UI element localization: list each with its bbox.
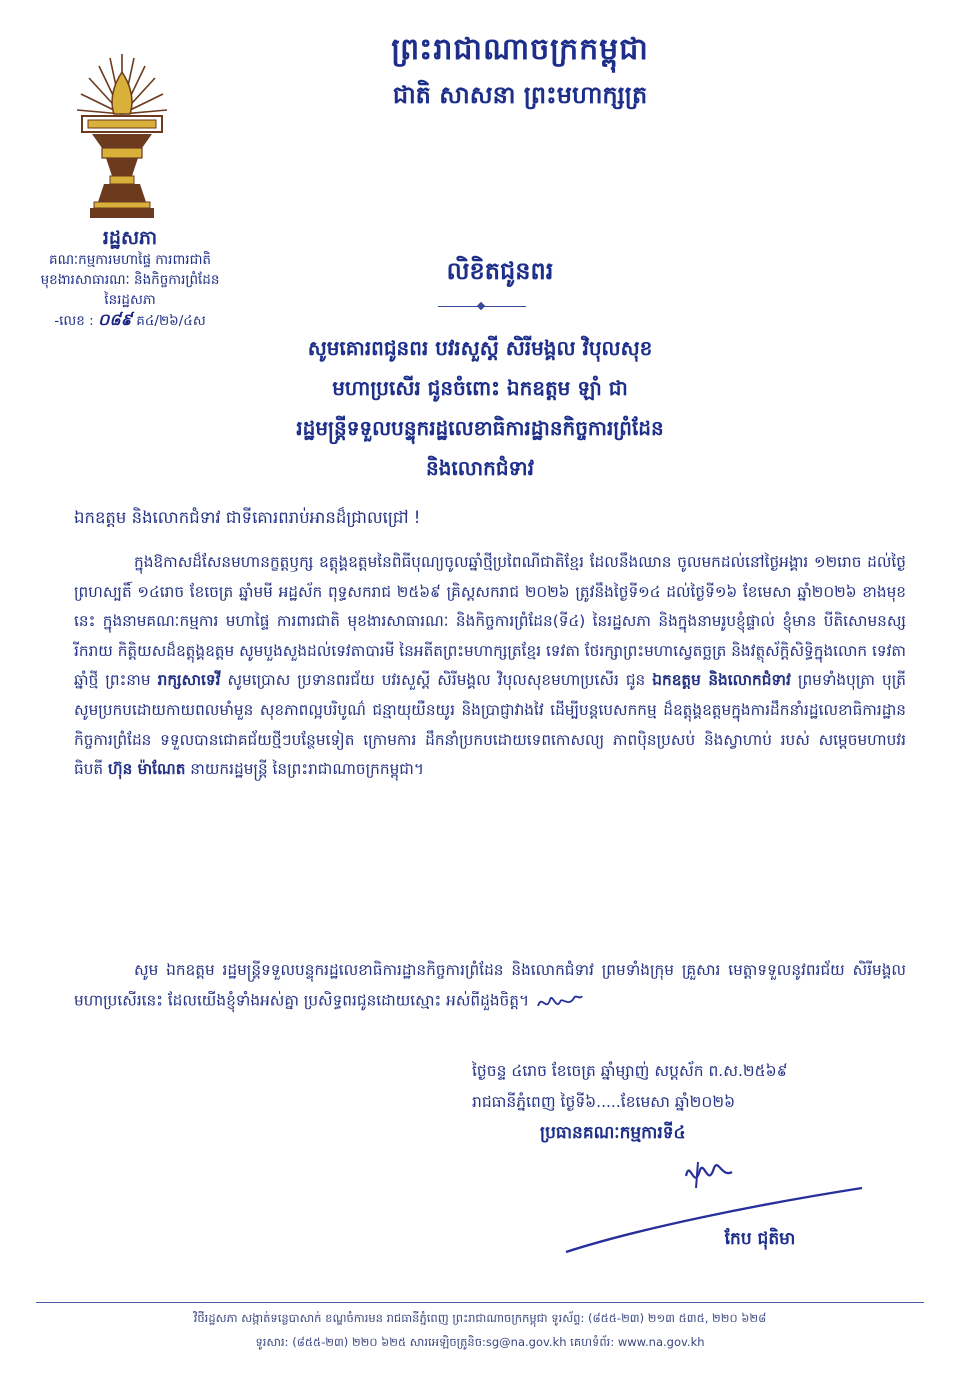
body-paragraph-1 bbox=[74, 548, 906, 785]
signatory-title: ប្រធានគណៈកម្មការទី៤ bbox=[540, 1123, 686, 1143]
p1-text-c: ព្រមទាំងបុត្រា បុត្រី សូមប្រកបដោយកាយពលមាំមួន សុខភាពល្អបរិបូណ៌ ជន្មាយុយឺនយូរ និងប្រាជ្ញាវាងវៃ ដើម្បីបន្តបេសកកម្ម ដ៏ឧត្តុង្គឧត្តមក្នុងការដឹកនាំរដ្ឋលេខាធិការដ្ឋានកិច្ចការព្រំដែន ទទួលបានជោគជ័យថ្មីៗបន្ថែមទៀត ក្រោមការ ដឹកនាំប្រកបដោយទេពកោសល្យ ភាពប៉ិនប្រសប់ និងស្វាហាប់ របស់ សម្តេចមហាបវរធិបតី bbox=[74, 671, 906, 779]
body-paragraph-2 bbox=[74, 956, 906, 1016]
ref-suffix: គ៤/២៦/៤ស bbox=[136, 313, 206, 329]
salutation: ឯកឧត្តម និងលោកជំទាវ ជាទីគោរពរាប់អានដ៏ជ្រាលជ្រៅ ! bbox=[74, 508, 421, 527]
commission-line-2: មុខងារសាធារណៈ និងកិច្ចការព្រំដែន bbox=[40, 272, 220, 288]
date-block bbox=[472, 1056, 912, 1149]
place-date-prefix: រាជធានីភ្នំពេញ ថ្ងៃទី bbox=[472, 1093, 586, 1111]
initials-mark-icon bbox=[534, 986, 584, 1016]
place-date: រាជធានីភ្នំពេញ ថ្ងៃទី៦.....ខែមេសា ឆ្នាំ២០២៦ bbox=[472, 1093, 736, 1111]
p1-text-a: ក្នុងឱកាសដ៏សែនមហានក្ខត្តឫក្ស ឧត្តុង្គឧត្តមនៃពិធីបុណ្យចូលឆ្នាំថ្មីប្រពៃណីជាតិខ្មែរ ដែលនឹងឈាន ចូលមកដល់នៅថ្ងៃអង្គារ ១២រោច ដល់ថ្ងៃព្រហស្បតិ៍ ១៤រោច ខែចេត្រ ឆ្នាំមមី អដ្ឋស័ក ពុទ្ធសករាជ ២៥៦៩ គ្រិស្តសករាជ ២០២៦ ត្រូវនឹងថ្ងៃទី១៤ ដល់ថ្ងៃទី១៦ ខែមេសា ឆ្នាំ២០២៦ ខាងមុខនេះ ក្នុងនាមគណៈកម្មការ មហាផ្ទៃ ការពារជាតិ មុខងារសាធារណៈ និងកិច្ចការព្រំដែន(ទី៤) នៃរដ្ឋសភា និងក្នុងនាមរូបខ្ញុំផ្ទាល់ ខ្ញុំមាន បីតិសោមនស្សរីករាយ កិត្តិយសដ៏ឧត្តុង្គឧត្តម សូមបួងសួងដល់ទេវតាបារមី នៃអតីតព្រះមហាក្សត្រខ្មែរ ទេវតា ថែរក្សាព្រះមហាស្វេតច្ឆត្រ និងវត្ថុស័ក្តិសិទ្ធិក្នុងលោក ទេវតាឆ្នាំថ្មី ព្រះនាម bbox=[74, 553, 906, 690]
kingdom-heading: ព្រះរាជាណាចក្រកម្ពុជា bbox=[391, 32, 649, 67]
lunar-date: ថ្ងៃចន្ទ ៤រោច ខែចេត្រ ឆ្នាំម្សាញ់ សប្តស័ក ព.ស.២៥៦៩ bbox=[472, 1062, 788, 1080]
national-motto: ជាតិ សាសនា ព្រះមហាក្សត្រ bbox=[392, 81, 648, 109]
wish-line-3: រដ្ឋមន្ត្រីទទួលបន្ទុករដ្ឋលេខាធិការដ្ឋានកិច្ចការព្រំដែន bbox=[296, 416, 664, 440]
ref-number: ០៨៩ bbox=[98, 310, 132, 329]
commission-line-3: នៃរដ្ឋសភា bbox=[104, 292, 156, 308]
date-day: ៦ bbox=[585, 1093, 597, 1111]
wish-line-2: មហាប្រសើរ ជូនចំពោះ ឯកឧត្តម ឡាំ ជា bbox=[332, 376, 628, 400]
issuer-block bbox=[20, 228, 240, 331]
issuer-org: រដ្ឋសភា bbox=[102, 227, 158, 249]
p2-text: សូម ឯកឧត្តម រដ្ឋមន្ត្រីទទួលបន្ទុករដ្ឋលេខាធិការដ្ឋានកិច្ចការព្រំដែន និងលោកជំទាវ ព្រមទាំងក្រុម គ្រួសារ មេត្តាទទួលនូវពរជ័យ សិរីមង្គលមហាប្រសើរនេះ ដែលយើងខ្ញុំទាំងអស់គ្នា ប្រសិទ្ធពរជូនដោយស្មោះ អស់ពីដួងចិត្ត។ bbox=[74, 961, 906, 1010]
place-date-month: ខែមេសា ឆ្នាំ២០២៦ bbox=[620, 1093, 736, 1111]
wish-heading bbox=[170, 328, 790, 488]
excellency-title: ឯកឧត្តម និងលោកជំទាវ bbox=[652, 671, 791, 690]
footer-address: វិថីរដ្ឋសភា សង្កាត់ទន្លេបាសាក់ ខណ្ឌចំការមន រាជធានីភ្នំពេញ ព្រះរាជាណាចក្រកម្ពុជា ទូរស័ព្ទ: (៨៥៥-២៣) ២១៣ ៥៣៥, ២២០ ៦២៨ bbox=[193, 1311, 767, 1325]
wish-line-4: និងលោកជំទាវ bbox=[426, 456, 534, 480]
p1-text-b: សូមប្រោស ប្រទានពរជ័យ បវរសួស្តី សិរីមង្គល វិបុលសុខមហាប្រសើរ ជូន bbox=[227, 671, 646, 690]
prime-minister-name: ហ៊ុន ម៉ាណែត bbox=[108, 760, 186, 779]
document-title: លិខិតជូនពរ bbox=[446, 257, 554, 285]
title-divider bbox=[438, 306, 526, 307]
ref-prefix: -លេខ : bbox=[54, 313, 94, 329]
wish-line-1: សូមគោរពជូនពរ បវរសួស្តី សិរីមង្គល វិបុលសុខ bbox=[307, 336, 653, 360]
commission-line-1: គណៈកម្មការមហាផ្ទៃ ការពារជាតិ bbox=[49, 252, 211, 268]
national-assembly-emblem-icon bbox=[72, 52, 172, 222]
footer-contact: ទូរសារ: (៨៥៥-២៣) ២២០ ៦២៥ សារអេឡិចត្រូនិច:sg@na.gov.kh គេហទំព័រ: www.na.gov.kh bbox=[255, 1335, 705, 1349]
deity-name: រាក្សសាទេវី bbox=[157, 671, 221, 690]
p1-text-d: នាយករដ្ឋមន្ត្រី នៃព្រះរាជាណាចក្រកម្ពុជា។ bbox=[190, 760, 424, 779]
footer-divider bbox=[36, 1302, 924, 1303]
signer-name: កែប ជុតិមា bbox=[724, 1229, 796, 1249]
